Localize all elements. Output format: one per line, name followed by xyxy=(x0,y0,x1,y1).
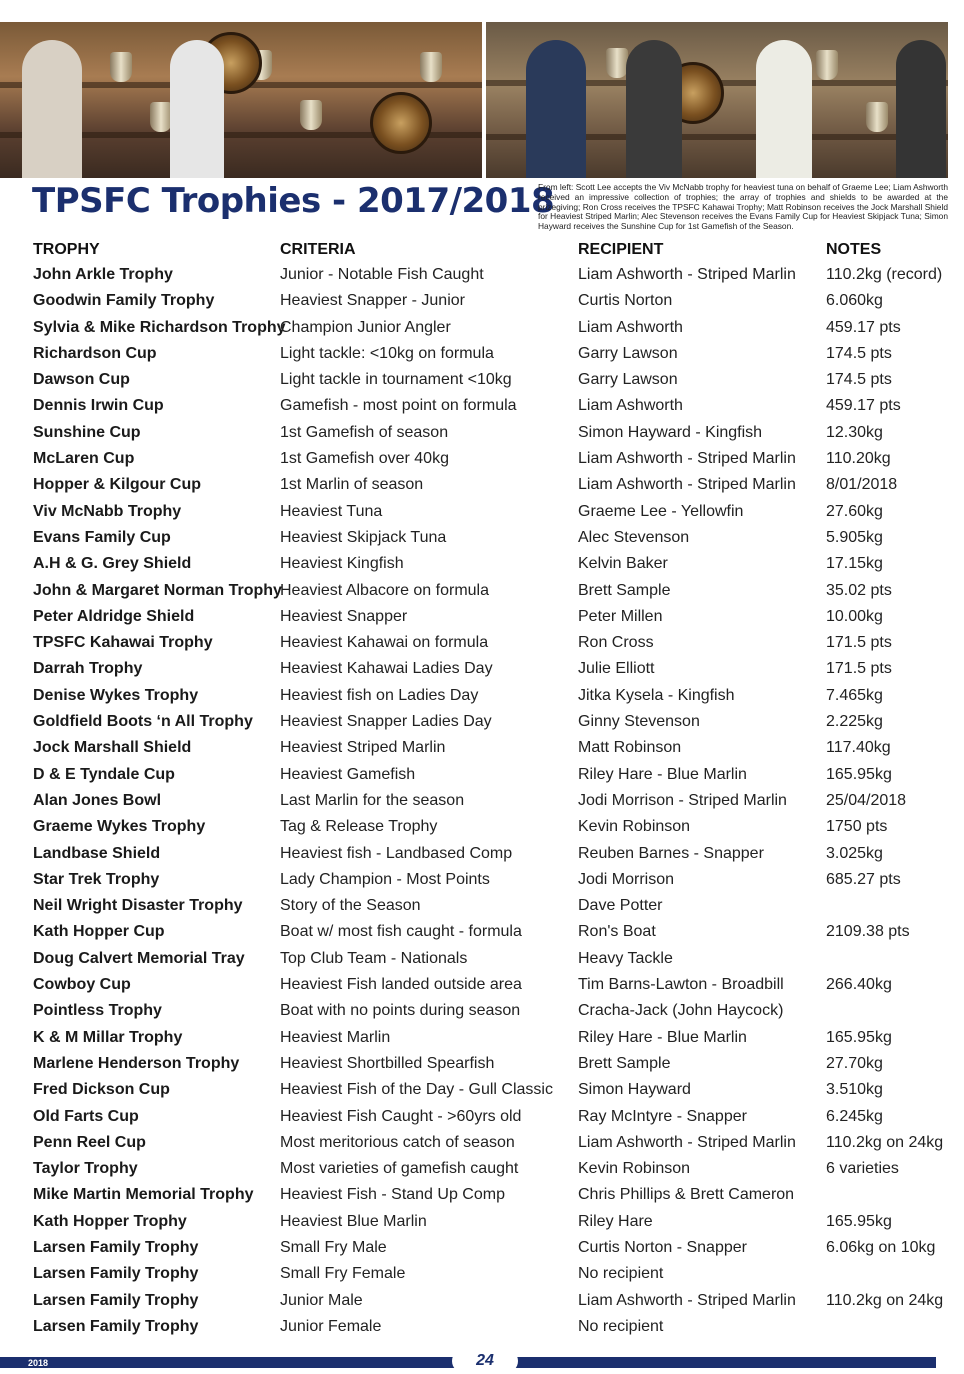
trophy-criteria: Small Fry Female xyxy=(280,1265,406,1283)
trophy-criteria: Heaviest Kahawai on formula xyxy=(280,634,489,652)
trophy-notes: 459.17 pts xyxy=(826,318,901,336)
trophy-recipient: Curtis Norton - Snapper xyxy=(578,1238,747,1256)
trophy-name: Evans Family Cup xyxy=(33,528,171,546)
trophy-criteria: Heaviest Snapper - Junior xyxy=(280,292,465,310)
trophy-recipient: No recipient xyxy=(578,1265,664,1283)
trophy-criteria: Heaviest Tuna xyxy=(280,502,383,520)
photo-caption: From left: Scott Lee accepts the Viv McNabb trophy for heaviest tuna on behalf of Graeme Lee; Liam Ashworth received an impressive collection of trophies; the array of trophies and shields to be awarded at the prizegiving; Ron Cross receives the TPSFC Kahawai Trophy; Matt Robinson receives the Jock Marshall Shield for Heaviest Striped Marlin; Alec Stevenson receives the Evans Family Cup for Heaviest Skipjack Tuna; Simon Hayward receives the Sunshine Cup for 1st Gamefish of the Season. xyxy=(538,183,948,231)
trophy-name: Jock Marshall Shield xyxy=(33,739,192,757)
footer-year: 2018 xyxy=(28,1358,49,1368)
page-number xyxy=(452,1349,518,1373)
table-row xyxy=(0,1315,948,1341)
trophy-recipient: Simon Hayward xyxy=(578,1081,691,1099)
trophy-criteria: Heaviest Fish of the Day - Gull Classic xyxy=(280,1081,553,1099)
trophy-criteria: Heaviest Kahawai Ladies Day xyxy=(280,660,493,678)
trophy-name: Dennis Irwin Cup xyxy=(33,397,164,415)
trophy-name: Larsen Family Trophy xyxy=(33,1317,199,1335)
trophy-notes: 35.02 pts xyxy=(826,581,892,599)
trophy-name: TPSFC Kahawai Trophy xyxy=(33,634,213,652)
trophy-name: Star Trek Trophy xyxy=(33,870,160,888)
trophy-name: Kath Hopper Cup xyxy=(33,923,165,941)
trophy-criteria: Heaviest Blue Marlin xyxy=(280,1212,427,1230)
trophy-name: Graeme Wykes Trophy xyxy=(33,818,206,836)
table-row xyxy=(0,526,948,552)
header-criteria: CRITERIA xyxy=(280,241,356,258)
trophy-recipient: Riley Hare - Blue Marlin xyxy=(578,765,747,783)
trophy-notes: 1750 pts xyxy=(826,818,888,836)
table-row xyxy=(0,842,948,868)
trophy-recipient: No recipient xyxy=(578,1317,664,1335)
trophy-recipient: Liam Ashworth - Striped Marlin xyxy=(578,266,796,283)
trophy-notes: 7.465kg xyxy=(826,686,883,704)
trophy-notes: 110.2kg on 24kg xyxy=(826,1133,944,1151)
trophy-recipient: Ray McIntyre - Snapper xyxy=(578,1107,747,1125)
trophy-recipient: Kevin Robinson xyxy=(578,818,691,836)
table-row xyxy=(0,815,948,841)
trophy-recipient: Liam Ashworth - Striped Marlin xyxy=(578,450,796,468)
trophy-name: Penn Reel Cup xyxy=(33,1133,146,1151)
trophy-criteria: Heaviest Kingfish xyxy=(280,555,404,573)
table-row xyxy=(0,342,948,368)
trophy-table xyxy=(0,263,948,1341)
trophy-notes: 2.225kg xyxy=(826,713,883,731)
trophy-notes: 110.2kg (record) xyxy=(826,266,943,283)
table-row xyxy=(0,789,948,815)
trophy-criteria: Most varieties of gamefish caught xyxy=(280,1160,519,1178)
trophy-notes: 10.00kg xyxy=(826,607,883,625)
trophy-notes: 171.5 pts xyxy=(826,634,892,652)
table-row xyxy=(0,316,948,342)
table-row xyxy=(0,999,948,1025)
table-row xyxy=(0,1026,948,1052)
table-row xyxy=(0,289,948,315)
trophy-recipient: Liam Ashworth xyxy=(578,397,683,415)
table-row xyxy=(0,473,948,499)
trophy-recipient: Graeme Lee - Yellowfin xyxy=(578,502,744,520)
photo-trophy-presentations-left xyxy=(0,22,482,178)
table-row xyxy=(0,1078,948,1104)
trophy-name: Larsen Family Trophy xyxy=(33,1238,199,1256)
trophy-recipient: Cracha-Jack (John Haycock) xyxy=(578,1002,784,1020)
trophy-criteria: Heaviest Shortbilled Spearfish xyxy=(280,1054,495,1072)
trophy-name: Mike Martin Memorial Trophy xyxy=(33,1186,254,1204)
trophy-name: Darrah Trophy xyxy=(33,660,143,678)
table-row xyxy=(0,1105,948,1131)
trophy-notes: 6.06kg on 10kg xyxy=(826,1238,936,1256)
page-title: TPSFC Trophies - 2017/2018 xyxy=(32,181,555,221)
trophy-recipient: Matt Robinson xyxy=(578,739,682,757)
trophy-notes: 110.20kg xyxy=(826,450,891,468)
trophy-notes: 2109.38 pts xyxy=(826,923,910,941)
table-row xyxy=(0,579,948,605)
trophy-criteria: Boat w/ most fish caught - formula xyxy=(280,923,522,941)
trophy-notes: 171.5 pts xyxy=(826,660,892,678)
table-row xyxy=(0,605,948,631)
trophy-criteria: Heaviest Skipjack Tuna xyxy=(280,528,447,546)
trophy-criteria: Lady Champion - Most Points xyxy=(280,870,490,888)
trophy-name: Neil Wright Disaster Trophy xyxy=(33,897,243,915)
table-row xyxy=(0,763,948,789)
trophy-criteria: Last Marlin for the season xyxy=(280,791,465,809)
trophy-criteria: Most meritorious catch of season xyxy=(280,1133,515,1151)
trophy-criteria: Heaviest Fish Caught - >60yrs old xyxy=(280,1107,522,1125)
trophy-name: Cowboy Cup xyxy=(33,976,131,994)
trophy-recipient: Brett Sample xyxy=(578,581,671,599)
trophy-criteria: Tag & Release Trophy xyxy=(280,818,438,836)
trophy-recipient: Dave Potter xyxy=(578,897,663,915)
trophy-notes: 27.70kg xyxy=(826,1054,883,1072)
trophy-name: Hopper & Kilgour Cup xyxy=(33,476,201,494)
trophy-recipient: Curtis Norton xyxy=(578,292,673,310)
trophy-name: Goodwin Family Trophy xyxy=(33,292,215,310)
trophy-name: Viv McNabb Trophy xyxy=(33,502,182,520)
trophy-name: A.H & G. Grey Shield xyxy=(33,555,192,573)
trophy-criteria: Heaviest Snapper xyxy=(280,607,408,625)
trophy-name: John Arkle Trophy xyxy=(33,266,173,283)
trophy-notes: 3.025kg xyxy=(826,844,883,862)
trophy-name: Doug Calvert Memorial Tray xyxy=(33,949,245,967)
trophy-notes: 165.95kg xyxy=(826,1212,892,1230)
trophy-notes: 685.27 pts xyxy=(826,870,901,888)
trophy-name: Old Farts Cup xyxy=(33,1107,139,1125)
trophy-notes: 5.905kg xyxy=(826,528,883,546)
trophy-criteria: Light tackle: <10kg on formula xyxy=(280,344,494,362)
trophy-criteria: Heaviest Gamefish xyxy=(280,765,416,783)
trophy-name: D & E Tyndale Cup xyxy=(33,765,175,783)
trophy-name: Alan Jones Bowl xyxy=(33,791,162,809)
trophy-notes: 110.2kg on 24kg xyxy=(826,1291,944,1309)
trophy-notes: 117.40kg xyxy=(826,739,891,757)
trophy-name: Sunshine Cup xyxy=(33,423,141,441)
trophy-notes: 165.95kg xyxy=(826,1028,892,1046)
trophy-recipient: Ginny Stevenson xyxy=(578,713,700,731)
photo-trophy-presentations-right xyxy=(486,22,948,178)
table-row xyxy=(0,710,948,736)
table-row xyxy=(0,1183,948,1209)
table-row xyxy=(0,973,948,999)
trophy-notes: 8/01/2018 xyxy=(826,476,898,494)
trophy-name: Peter Aldridge Shield xyxy=(33,607,195,625)
header-notes: NOTES xyxy=(826,241,882,258)
trophy-name: Kath Hopper Trophy xyxy=(33,1212,187,1230)
trophy-name: Pointless Trophy xyxy=(33,1002,162,1020)
trophy-notes: 3.510kg xyxy=(826,1081,883,1099)
trophy-notes: 25/04/2018 xyxy=(826,791,907,809)
trophy-criteria: 1st Gamefish of season xyxy=(280,423,449,441)
trophy-recipient: Simon Hayward - Kingfish xyxy=(578,423,763,441)
page-number-text: 24 xyxy=(476,1352,494,1369)
trophy-notes: 174.5 pts xyxy=(826,371,892,389)
trophy-criteria: 1st Marlin of season xyxy=(280,476,424,494)
trophy-name: Larsen Family Trophy xyxy=(33,1291,199,1309)
trophy-criteria: Small Fry Male xyxy=(280,1238,387,1256)
table-row xyxy=(0,447,948,473)
trophy-recipient: Chris Phillips & Brett Cameron xyxy=(578,1186,795,1204)
trophy-recipient: Liam Ashworth - Striped Marlin xyxy=(578,476,796,494)
trophy-name: Richardson Cup xyxy=(33,344,157,362)
table-row xyxy=(0,684,948,710)
trophy-name: Sylvia & Mike Richardson Trophy xyxy=(33,318,286,336)
trophy-name: Fred Dickson Cup xyxy=(33,1081,170,1099)
table-row xyxy=(0,1262,948,1288)
trophy-name: Goldfield Boots ‘n All Trophy xyxy=(33,713,253,731)
trophy-criteria: Top Club Team - Nationals xyxy=(280,949,468,967)
trophy-notes: 165.95kg xyxy=(826,765,892,783)
trophy-recipient: Liam Ashworth - Striped Marlin xyxy=(578,1133,796,1151)
table-row xyxy=(0,1052,948,1078)
trophy-recipient: Liam Ashworth - Striped Marlin xyxy=(578,1291,796,1309)
table-row xyxy=(0,631,948,657)
trophy-recipient: Ron's Boat xyxy=(578,923,656,941)
trophy-notes: 6.245kg xyxy=(826,1107,883,1125)
trophy-criteria: Heaviest fish - Landbased Comp xyxy=(280,844,513,862)
table-row xyxy=(0,868,948,894)
trophy-recipient: Heavy Tackle xyxy=(578,949,673,967)
table-row xyxy=(0,920,948,946)
trophy-criteria: Heaviest Fish landed outside area xyxy=(280,976,522,994)
header-trophy: TROPHY xyxy=(33,241,100,258)
trophy-notes: 12.30kg xyxy=(826,423,883,441)
table-row xyxy=(0,894,948,920)
trophy-name: K & M Millar Trophy xyxy=(33,1028,183,1046)
trophy-criteria: Story of the Season xyxy=(280,897,421,915)
trophy-recipient: Ron Cross xyxy=(578,634,654,652)
trophy-criteria: Junior - Notable Fish Caught xyxy=(280,266,484,283)
trophy-criteria: Heaviest Albacore on formula xyxy=(280,581,489,599)
table-row xyxy=(0,1236,948,1262)
table-row xyxy=(0,263,948,289)
trophy-recipient: Jodi Morrison xyxy=(578,870,675,888)
trophy-notes: 174.5 pts xyxy=(826,344,892,362)
trophy-recipient: Liam Ashworth xyxy=(578,318,683,336)
trophy-name: Larsen Family Trophy xyxy=(33,1265,199,1283)
table-row xyxy=(0,947,948,973)
trophy-notes: 6 varieties xyxy=(826,1160,899,1178)
trophy-recipient: Peter Millen xyxy=(578,607,663,625)
table-row xyxy=(0,1131,948,1157)
trophy-criteria: Heaviest fish on Ladies Day xyxy=(280,686,479,704)
trophy-recipient: Alec Stevenson xyxy=(578,528,690,546)
table-row xyxy=(0,657,948,683)
trophy-recipient: Jitka Kysela - Kingfish xyxy=(578,686,735,704)
trophy-recipient: Reuben Barnes - Snapper xyxy=(578,844,764,862)
table-row xyxy=(0,552,948,578)
trophy-notes: 266.40kg xyxy=(826,976,892,994)
table-row xyxy=(0,421,948,447)
trophy-recipient: Brett Sample xyxy=(578,1054,671,1072)
trophy-name: John & Margaret Norman Trophy xyxy=(33,581,282,599)
trophy-notes: 17.15kg xyxy=(826,555,883,573)
trophy-recipient: Riley Hare - Blue Marlin xyxy=(578,1028,747,1046)
header-recipient: RECIPIENT xyxy=(578,241,664,258)
trophy-name: Taylor Trophy xyxy=(33,1160,138,1178)
table-row xyxy=(0,1157,948,1183)
trophy-recipient: Tim Barns-Lawton - Broadbill xyxy=(578,976,784,994)
trophy-criteria: Champion Junior Angler xyxy=(280,318,451,336)
trophy-name: Dawson Cup xyxy=(33,371,130,389)
table-row xyxy=(0,500,948,526)
trophy-recipient: Riley Hare xyxy=(578,1212,653,1230)
trophy-name: Landbase Shield xyxy=(33,844,161,862)
trophy-criteria: Junior Male xyxy=(280,1291,363,1309)
trophy-recipient: Julie Elliott xyxy=(578,660,655,678)
trophy-criteria: Heaviest Snapper Ladies Day xyxy=(280,713,492,731)
trophy-criteria: 1st Gamefish over 40kg xyxy=(280,450,449,468)
trophy-notes: 459.17 pts xyxy=(826,397,901,415)
table-row xyxy=(0,736,948,762)
trophy-recipient: Jodi Morrison - Striped Marlin xyxy=(578,791,787,809)
table-row xyxy=(0,1289,948,1315)
trophy-name: Denise Wykes Trophy xyxy=(33,686,199,704)
trophy-criteria: Gamefish - most point on formula xyxy=(280,397,517,415)
trophy-notes: 6.060kg xyxy=(826,292,883,310)
trophy-criteria: Junior Female xyxy=(280,1317,382,1335)
table-row xyxy=(0,368,948,394)
table-row xyxy=(0,1210,948,1236)
trophy-notes: 27.60kg xyxy=(826,502,883,520)
trophy-recipient: Kelvin Baker xyxy=(578,555,668,573)
trophy-recipient: Garry Lawson xyxy=(578,371,678,389)
trophy-name: Marlene Henderson Trophy xyxy=(33,1054,240,1072)
trophy-name: McLaren Cup xyxy=(33,450,135,468)
trophy-criteria: Heaviest Fish - Stand Up Comp xyxy=(280,1186,505,1204)
trophy-criteria: Heaviest Marlin xyxy=(280,1028,391,1046)
table-row xyxy=(0,394,948,420)
header-photo-strip xyxy=(0,22,948,178)
trophy-recipient: Garry Lawson xyxy=(578,344,678,362)
trophy-criteria: Light tackle in tournament <10kg xyxy=(280,371,512,389)
trophy-criteria: Boat with no points during season xyxy=(280,1002,521,1020)
trophy-criteria: Heaviest Striped Marlin xyxy=(280,739,446,757)
trophy-recipient: Kevin Robinson xyxy=(578,1160,691,1178)
